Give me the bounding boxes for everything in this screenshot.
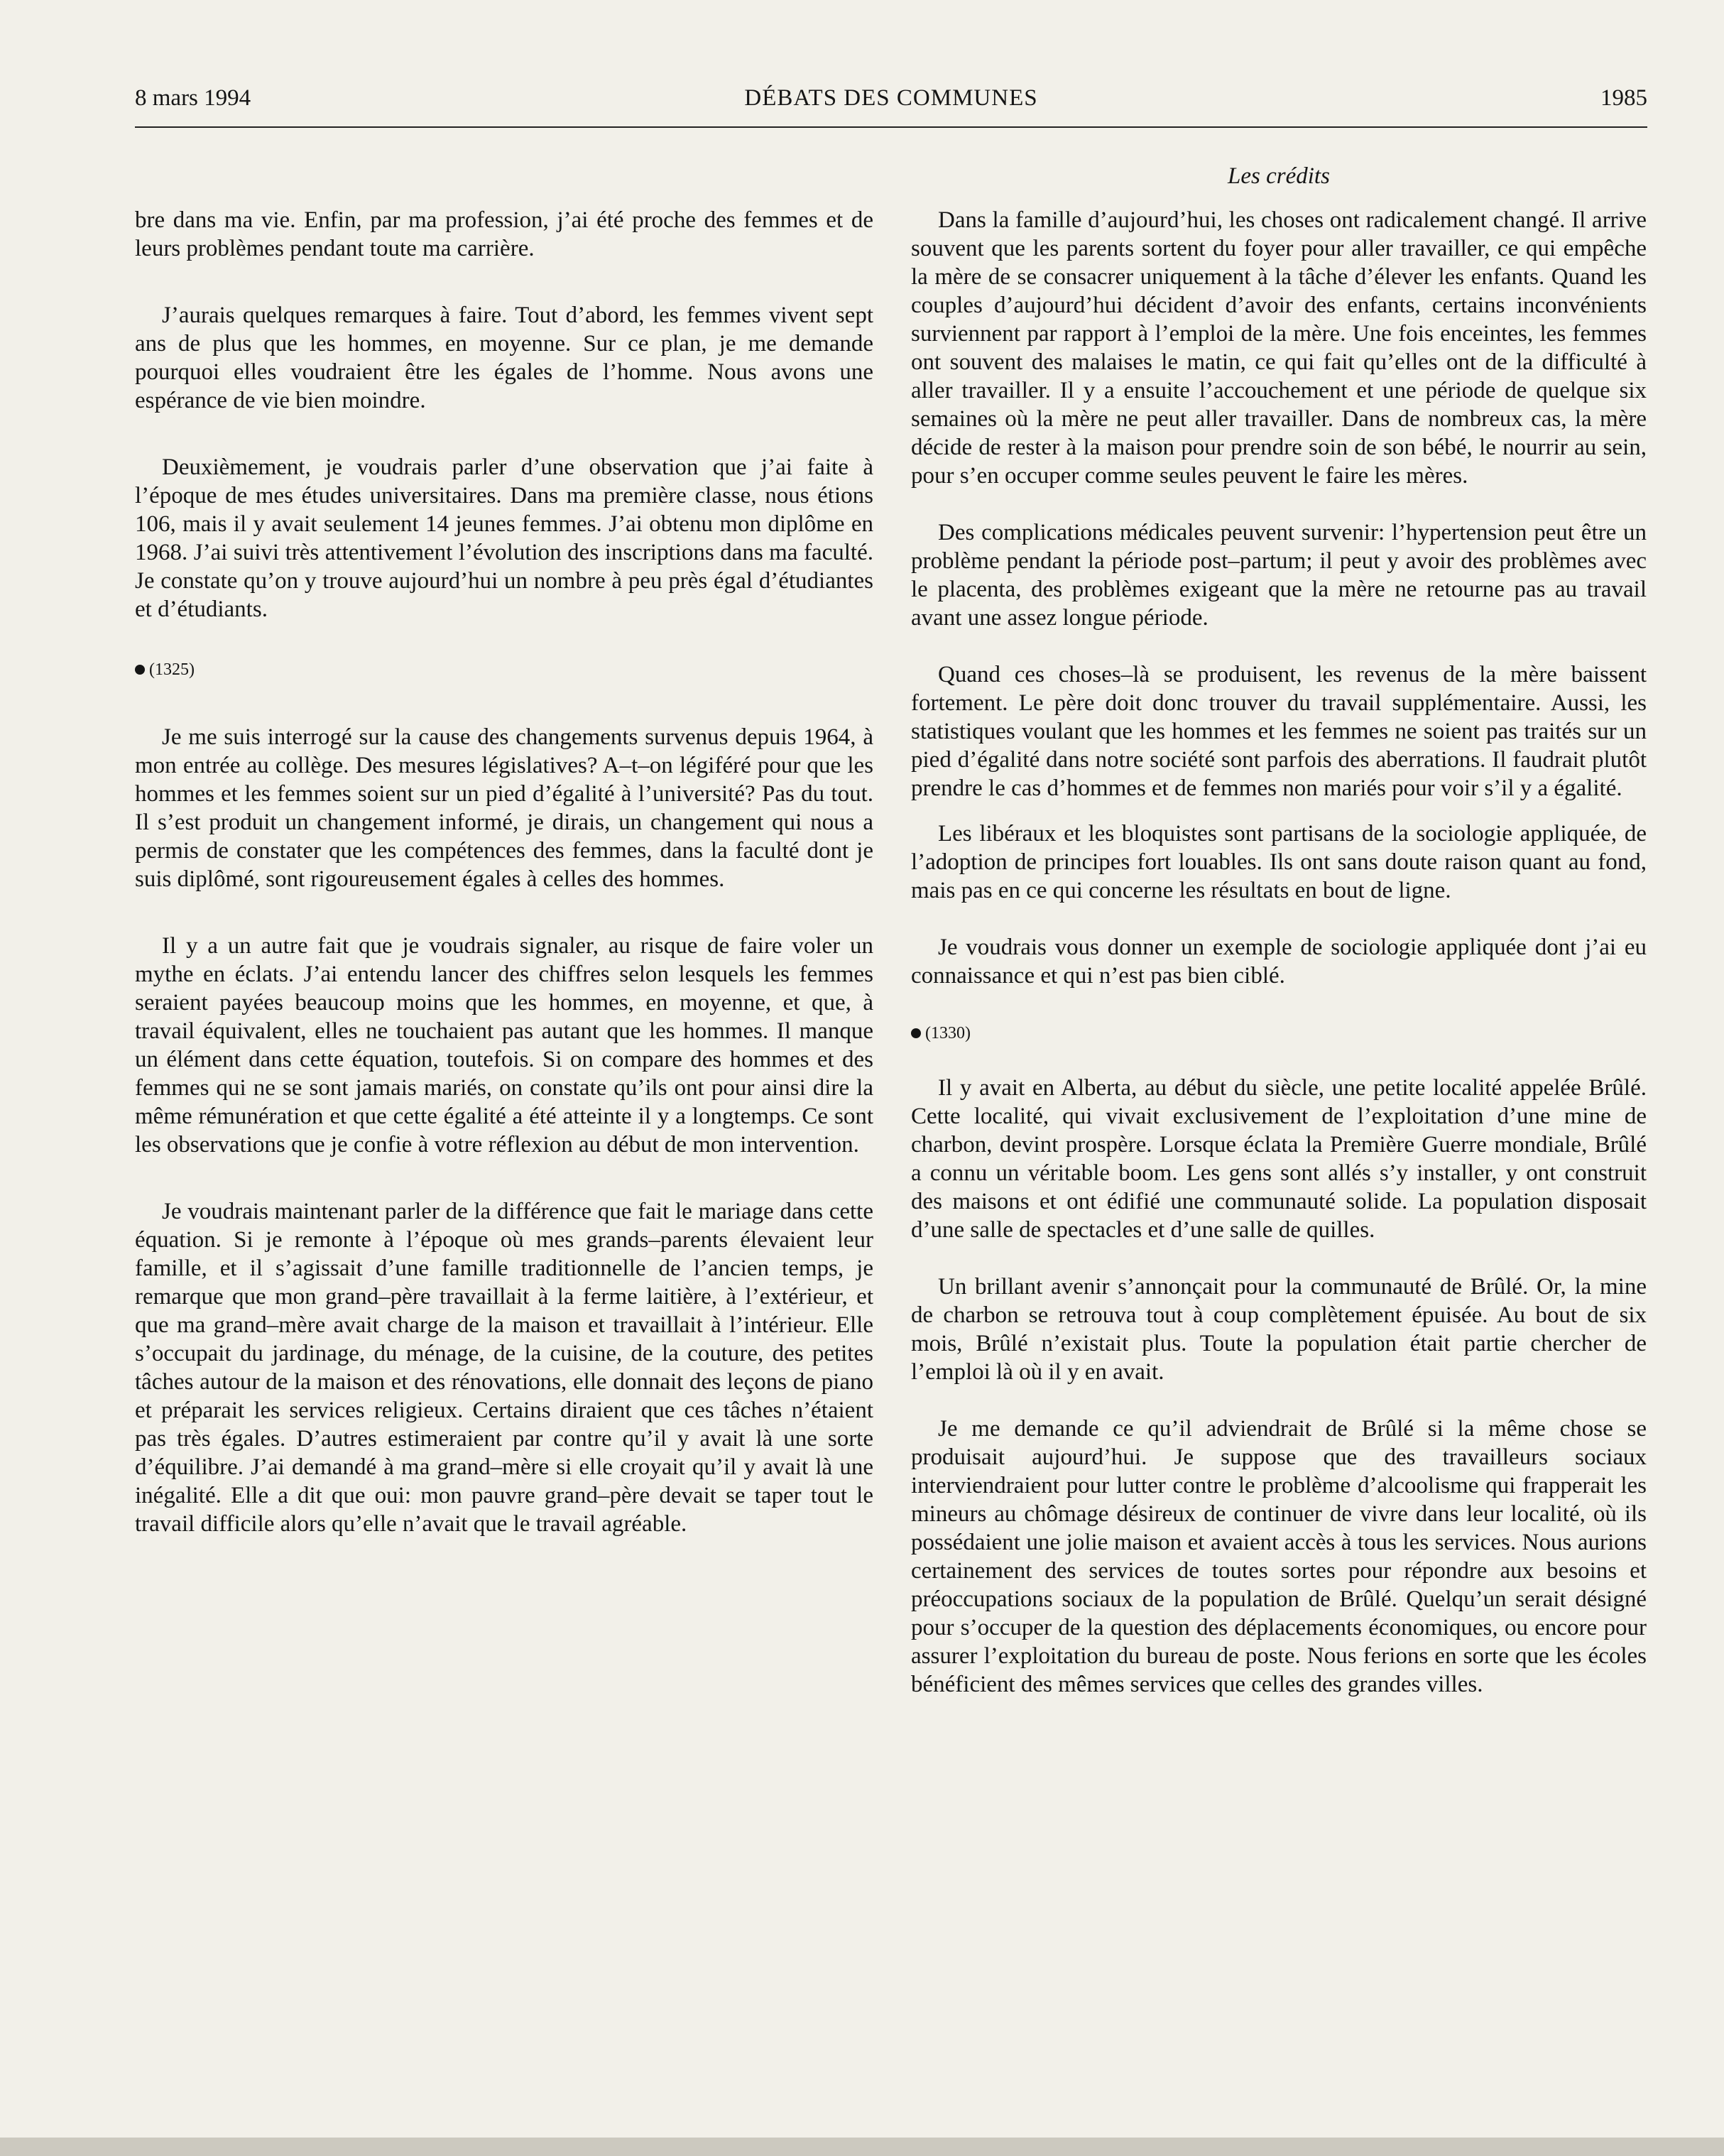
right-paragraph-8: Je me demande ce qu’il adviendrait de Brûlé si la même chose se produisait aujourd’hui. Je suppose que des travailleurs sociaux interviendraient pour lutter contre le problème d’alcoolisme qui frapperait les mineurs au chômage désireux de continuer de vivre dans leur localité, où ils possédaient une jolie maison et avaient accès à tous les services. Nous aurions certainement des services de toutes sortes pour répondre aux besoins et préoccupations sociaux de la population de Brûlé. Quelqu’un serait désigné pour s’occuper de la question des déplacements économiques, ou encore pour assurer l’exploitation du bureau de poste. Nous ferions en sorte que les écoles bénéficient des mêmes services que celles des grandes villes. (911, 1416, 1647, 1697)
left-paragraph-4: Je me suis interrogé sur la cause des changements survenus depuis 1964, à mon entrée au collège. Des mesures législatives? A–t–on légiféré pour que les hommes et les femmes soient sur un pied d’égalité à l’université? Pas du tout. Il s’est produit un changement informé, je dirais, un changement qui nous a permis de constater que les compétences des femmes, dans la faculté dont je suis diplômé, sont rigoureusement égales à celles des hommes. (135, 724, 873, 892)
left-paragraph-2: J’aurais quelques remarques à faire. Tout d’abord, les femmes vivent sept ans de plus que les hommes, en moyenne. Sur ce plan, je me demande pourquoi elles voudraient être les égales de l’homme. Nous avons une espérance de vie bien moindre. (135, 303, 873, 413)
page-header (135, 84, 1647, 126)
right-paragraph-5: Je voudrais vous donner un exemple de sociologie appliquée dont j’ai eu connaissance et qui n’est pas bien ciblé. (911, 935, 1647, 989)
time-marker (135, 659, 873, 680)
bullet-icon (911, 1028, 921, 1038)
time-marker-label: (1325) (149, 660, 195, 679)
left-paragraph-5: Il y a un autre fait que je voudrais signaler, au risque de faire voler un mythe en éclats. J’ai entendu lancer des chiffres selon lesquels les femmes seraient payées beaucoup moins que les hommes, en moyenne, et que, à travail équivalent, elles ne touchaient pas autant que les hommes. Il manque un élément dans cette équation, toutefois. Si on compare des hommes et des femmes qui ne se sont jamais mariés, on constate qu’ils ont pour ainsi dire la même rémunération et que cette égalité a été atteinte il y a longtemps. Ce sont les observations que je confie à votre réflexion au début de mon intervention. (135, 933, 873, 1158)
right-paragraph-7: Un brillant avenir s’annonçait pour la communauté de Brûlé. Or, la mine de charbon se retrouva tout à coup complètement épuisée. Au bout de six mois, Brûlé n’existait plus. Toute la population était partie chercher de l’emploi là où il y en avait. (911, 1274, 1647, 1385)
section-label: Les crédits (1228, 163, 1330, 189)
header-rule (135, 126, 1647, 128)
time-marker (911, 1023, 1647, 1044)
left-paragraph-6: Je voudrais maintenant parler de la différence que fait le mariage dans cette équation. Si je remonte à l’époque où mes grands–parents élevaient leur famille, et il s’agissait d’une famille traditionnelle de l’ancien temps, je remarque que mon grand–père travaillait à la ferme laitière, à l’extérieur, et que ma grand–mère avait charge de la maison et travaillait à l’intérieur. Elle s’occupait du jardinage, du ménage, de la cuisine, de la couture, des petites tâches autour de la maison et des rénovations, elle donnait des leçons de piano et préparait les services religieux. Certains diraient que ces tâches n’étaient pas très égales. D’autres estimeraient par contre qu’il y avait là une sorte d’équilibre. J’ai demandé à ma grand–mère si elle croyait qu’il y avait là une inégalité. Elle a dit que oui: mon pauvre grand–père devait se taper tout le travail difficile alors qu’elle n’avait que le travail agréable. (135, 1199, 873, 1537)
time-marker-label: (1330) (925, 1024, 971, 1042)
right-paragraph-6: Il y avait en Alberta, au début du siècle, une petite localité appelée Brûlé. Cette localité, qui vivait exclusivement de l’exploitation d’une mine de charbon, devint prospère. Lorsque éclata la Première Guerre mondiale, Brûlé a connu un véritable boom. Les gens sont allés s’y installer, y ont construit des maisons et ont édifié une communauté solide. La population disposait d’une salle de spectacles et d’une salle de quilles. (911, 1075, 1647, 1243)
right-paragraph-3: Quand ces choses–là se produisent, les revenus de la mère baissent fortement. Le père doit donc trouver du travail supplémentaire. Aussi, les statistiques voulant que les hommes et les femmes ne soient pas traités sur un pied d’égalité dans notre société sont parfois des aberrations. Il faudrait plutôt prendre le cas d’hommes et de femmes non mariés pour voir s’il y a égalité. (911, 662, 1647, 801)
header-title: DÉBATS DES COMMUNES (744, 85, 1038, 111)
right-paragraph-1: Dans la famille d’aujourd’hui, les choses ont radicalement changé. Il arrive souvent que les parents sortent du foyer pour aller travailler, ce qui empêche la mère de se consacrer uniquement à la tâche d’élever les enfants. Quand les couples d’aujourd’hui décident d’avoir des enfants, certains inconvénients surviennent par rapport à l’emploi de la mère. Une fois enceintes, les femmes ont souvent des malaises le matin, ce qui fait qu’elles ont de la difficulté à aller travailler. Il y a ensuite l’accouchement et une période de quelque six semaines où la mère ne peut aller travailler. Dans de nombreux cas, la mère décide de rester à la maison pour prendre soin de son bébé, le nourrir au sein, pour s’en occuper comme seules peuvent le faire les mères. (911, 207, 1647, 489)
bullet-icon (135, 665, 145, 675)
left-column (135, 206, 873, 1538)
right-column (911, 206, 1647, 1699)
left-paragraph-3: Deuxièmement, je voudrais parler d’une observation que j’ai faite à l’époque de mes études universitaires. Dans ma première classe, nous étions 106, mais il y avait seulement 14 jeunes femmes. J’ai obtenu mon diplôme en 1968. J’ai suivi très attentivement l’évolution des inscriptions dans ma faculté. Je constate qu’on y trouve aujourd’hui un nombre à peu près égal d’étudiantes et d’étudiants. (135, 454, 873, 622)
header-date: 8 mars 1994 (135, 85, 251, 111)
header-page-number: 1985 (1600, 85, 1647, 111)
scan-bottom-edge (0, 2138, 1724, 2156)
right-paragraph-2: Des complications médicales peuvent survenir: l’hypertension peut être un problème pendant la période post–partum; il peut y avoir des problèmes avec le placenta, des problèmes exigeant que la mère ne retourne pas au travail avant une assez longue période. (911, 520, 1647, 631)
left-paragraph-1: bre dans ma vie. Enfin, par ma profession, j’ai été proche des femmes et de leurs problèmes pendant toute ma carrière. (135, 207, 873, 261)
right-paragraph-4: Les libéraux et les bloquistes sont partisans de la sociologie appliquée, de l’adoption de principes fort louables. Ils ont sans doute raison quant au fond, mais pas en ce qui concerne les résultats en bout de ligne. (911, 821, 1647, 903)
